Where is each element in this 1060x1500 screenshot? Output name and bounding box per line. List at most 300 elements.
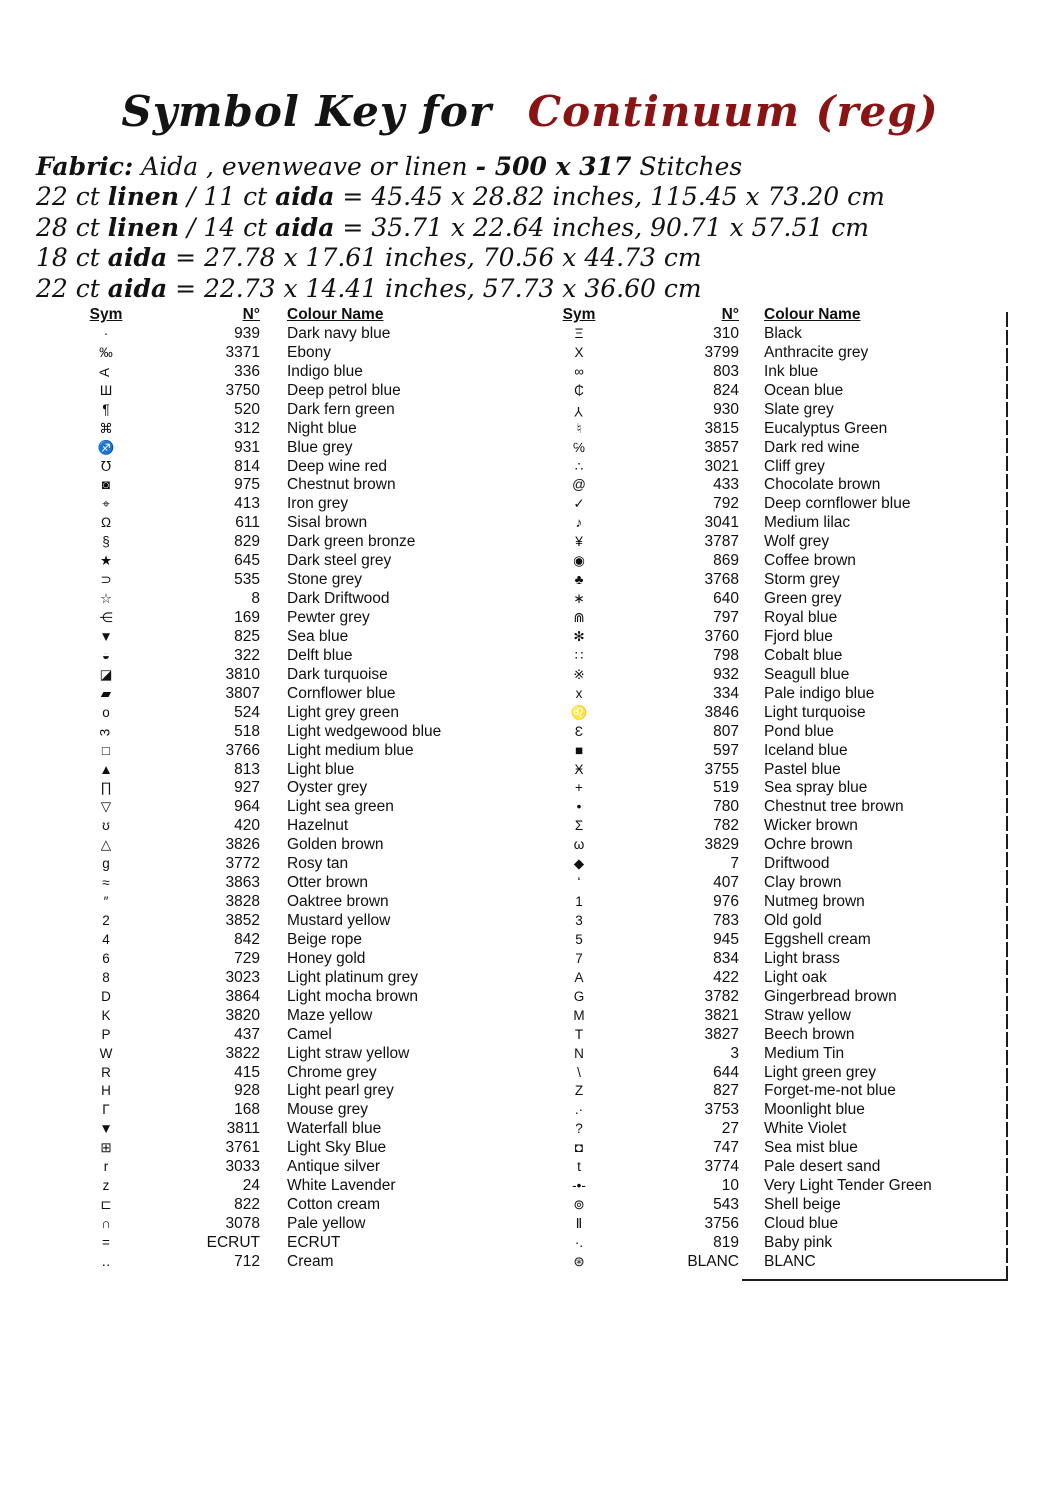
colour-name-cell: Wolf grey — [764, 533, 830, 551]
colour-name-cell: Moonlight blue — [764, 1101, 865, 1119]
colour-name-cell: Light pearl grey — [287, 1082, 394, 1100]
symbol-cell: 3 — [575, 913, 583, 928]
symbol-cell: Ω — [100, 515, 112, 531]
thread-number-cell: 27 — [721, 1120, 739, 1138]
symbol-cell: ♐ — [97, 439, 115, 455]
symbol-cell: ‰ — [99, 344, 113, 360]
symbol-cell: ∗ — [573, 591, 585, 607]
column-header-num: N° — [721, 306, 739, 323]
symbol-cell: ◪ — [99, 666, 113, 682]
thread-number-cell: 813 — [234, 760, 260, 778]
symbol-cell: ∷ — [574, 647, 584, 663]
colour-name-cell: Deep wine red — [287, 457, 387, 475]
thread-number-cell: 413 — [234, 495, 260, 513]
fabric-line-segment: linen — [107, 182, 180, 212]
colour-name-cell: White Violet — [764, 1120, 847, 1138]
symbol-cell: Ш — [99, 382, 113, 398]
thread-number-cell: 931 — [234, 438, 260, 456]
colour-name-cell: Beige rope — [287, 930, 362, 948]
symbol-cell: + — [575, 780, 583, 796]
symbol-cell: Σ — [574, 818, 584, 834]
symbol-cell: o — [102, 704, 110, 720]
fabric-line-segment: Aida , evenweave or linen — [133, 152, 476, 181]
colour-name-cell: Otter brown — [287, 874, 368, 892]
symbol-cell: ▲ — [99, 761, 113, 777]
fabric-line-segment: = 27.78 x 17.61 inches, 70.56 x 44.73 cm — [167, 243, 702, 273]
colour-name-cell: Black — [764, 324, 802, 342]
thread-number-cell: 729 — [234, 949, 260, 967]
title-pattern-name: Continuum (reg) — [527, 87, 939, 136]
thread-number-cell: 3799 — [704, 343, 739, 361]
fabric-line — [36, 213, 1040, 243]
colour-name-cell: Light straw yellow — [287, 1044, 410, 1062]
symbol-cell: Γ — [102, 1102, 110, 1118]
colour-name-cell: Light green grey — [764, 1063, 877, 1081]
thread-number-cell: 869 — [713, 552, 739, 570]
symbol-cell: ⊏ — [100, 1197, 112, 1213]
thread-number-cell: 930 — [713, 400, 739, 418]
table-right-border — [1006, 312, 1008, 1281]
symbol-cell: ✻ — [573, 628, 585, 644]
thread-number-cell: 597 — [713, 741, 739, 759]
symbol-cell: ◒ — [101, 647, 111, 663]
colour-name-cell: Dark turquoise — [287, 665, 388, 683]
thread-number-cell: 927 — [234, 779, 260, 797]
colour-name-cell: Light platinum grey — [287, 968, 418, 986]
colour-name-cell: Cotton cream — [287, 1196, 381, 1214]
table-bottom-border — [742, 1279, 1008, 1281]
colour-name-cell: Storm grey — [764, 571, 840, 589]
colour-name-cell: BLANC — [764, 1252, 816, 1270]
thread-number-cell: 10 — [721, 1177, 739, 1195]
colour-name-cell: Old gold — [764, 912, 822, 929]
fabric-line-segment: linen — [107, 212, 180, 242]
colour-name-cell: Cobalt blue — [764, 646, 843, 664]
colour-name-cell: Light grey green — [287, 703, 400, 721]
colour-name-cell: Cream — [287, 1252, 334, 1270]
symbol-cell: ⋒ — [573, 610, 585, 625]
symbol-cell: Z — [574, 1083, 584, 1099]
thread-number-cell: 807 — [713, 722, 739, 740]
symbol-cell — [60, 363, 152, 382]
symbol-cell: ◘ — [574, 1140, 584, 1156]
colour-name-cell: Chestnut brown — [287, 476, 396, 494]
symbol-cell: ⊛ — [573, 1253, 585, 1269]
symbol-cell: ¶ — [102, 401, 110, 417]
thread-number-cell: BLANC — [687, 1252, 739, 1270]
symbol-cell: ₵ — [574, 382, 584, 398]
colour-name-cell: Maze yellow — [287, 1006, 373, 1024]
thread-number-cell: 783 — [713, 912, 739, 929]
fabric-line-segment: 28 ct — [36, 212, 108, 242]
fabric-line-segment: 22 ct — [36, 273, 108, 303]
symbol-cell: R — [101, 1064, 111, 1080]
symbol-cell: @ — [572, 477, 586, 493]
symbol-cell: · — [103, 325, 109, 341]
colour-name-cell: Golden brown — [287, 836, 384, 854]
thread-number-cell: 168 — [234, 1101, 260, 1119]
symbol-cell: ♣ — [574, 572, 584, 588]
colour-name-cell: Medium Tin — [764, 1044, 845, 1062]
thread-number-cell: 312 — [234, 419, 260, 437]
symbol-glyph: 3 — [97, 728, 113, 736]
symbol-cell: t — [577, 1159, 581, 1175]
colour-name-cell: Iron grey — [287, 495, 349, 513]
colour-name-cell: Blue grey — [287, 438, 353, 456]
symbol-cell: △ — [100, 837, 112, 853]
colour-name-cell: Medium lilac — [764, 514, 851, 532]
colour-name-cell: Nutmeg brown — [764, 893, 865, 911]
thread-number-cell: 645 — [234, 552, 260, 570]
fabric-line-segment: aida — [107, 273, 168, 303]
thread-number-cell: 8 — [251, 590, 260, 608]
symbol-cell: ‥ — [101, 1253, 111, 1269]
colour-name-cell: Pale yellow — [287, 1215, 366, 1232]
symbol-cell: ω — [573, 837, 585, 853]
symbol-cell: ⊞ — [100, 1140, 112, 1156]
fabric-line-segment: aida — [107, 243, 168, 273]
thread-number-cell: 310 — [713, 324, 739, 342]
symbol-cell: .· — [574, 1102, 584, 1118]
thread-number-cell: 964 — [234, 798, 260, 816]
colour-name-cell: Dark green bronze — [287, 533, 416, 551]
colour-name-cell: Light mocha brown — [287, 987, 418, 1005]
colour-name-cell: Light wedgewood blue — [287, 722, 442, 740]
symbol-cell: ☆ — [99, 591, 113, 607]
colour-name-cell: Green grey — [764, 590, 842, 608]
symbol-cell: ◙ — [101, 477, 111, 493]
symbol-cell: • — [576, 799, 582, 815]
colour-name-cell: Seagull blue — [764, 665, 850, 683]
symbol-cell: 4 — [102, 931, 110, 947]
thread-number-cell: 524 — [234, 703, 260, 721]
thread-number-cell: 3787 — [704, 533, 739, 551]
symbol-cell: ∏ — [100, 780, 112, 796]
colour-name-cell: Chocolate brown — [764, 476, 881, 494]
symbol-cell: ⊃ — [100, 572, 112, 588]
colour-name-cell: Ocean blue — [764, 381, 844, 399]
symbol-cell: ℅ — [573, 439, 585, 455]
colour-name-cell: Cliff grey — [764, 457, 825, 475]
symbol-cell: ≈ — [102, 875, 110, 891]
symbol-cell: ◆ — [573, 856, 585, 872]
column-header-sym: Sym — [89, 306, 123, 323]
colour-name-cell: Pale indigo blue — [764, 684, 875, 702]
colour-name-cell: Fjord blue — [764, 627, 833, 645]
thread-number-cell: 797 — [713, 609, 739, 626]
colour-name-cell: Anthracite grey — [764, 343, 869, 361]
thread-number-cell: 407 — [713, 874, 739, 892]
symbol-cell: ✓ — [573, 496, 585, 512]
thread-number-cell: 3821 — [704, 1006, 739, 1024]
symbol-cell: 6 — [102, 950, 110, 966]
colour-name-cell: Coffee brown — [764, 552, 856, 570]
fabric-line — [36, 152, 1040, 182]
thread-number-cell: 798 — [713, 646, 739, 664]
thread-number-cell: 3822 — [225, 1044, 260, 1062]
colour-name-cell: Sea blue — [287, 627, 349, 645]
symbol-cell: ⋲ — [99, 610, 113, 625]
thread-number-cell: 822 — [234, 1196, 260, 1214]
colour-name-cell: Chestnut tree brown — [764, 798, 904, 816]
symbol-cell: ∞ — [574, 363, 584, 379]
colour-name-cell: Light medium blue — [287, 741, 414, 759]
symbol-cell: g — [102, 856, 110, 872]
thread-number-cell: 975 — [234, 476, 260, 494]
thread-number-cell: 644 — [713, 1063, 739, 1081]
thread-number-cell: 3820 — [225, 1006, 260, 1024]
colour-name-cell: Antique silver — [287, 1158, 381, 1176]
thread-number-cell: 932 — [713, 665, 739, 683]
colour-name-cell: Indigo blue — [287, 362, 363, 380]
colour-name-cell: Dark Driftwood — [287, 590, 390, 608]
thread-number-cell: 3826 — [225, 836, 260, 854]
colour-name-cell: Ochre brown — [764, 836, 853, 854]
symbol-cell: 7 — [575, 950, 583, 966]
thread-number-cell: 3023 — [225, 968, 260, 986]
thread-number-cell: 834 — [713, 949, 739, 967]
symbol-cell: ¥ — [575, 534, 583, 550]
colour-name-cell: Cornflower blue — [287, 684, 396, 702]
thread-number-cell: 3750 — [225, 381, 260, 399]
symbol-cell: ⌖ — [102, 496, 110, 512]
colour-name-cell: Ink blue — [764, 362, 819, 380]
colour-name-cell: Rosy tan — [287, 855, 349, 873]
colour-name-cell: Night blue — [287, 419, 357, 437]
thread-number-cell: 169 — [234, 609, 260, 626]
symbol-cell: G — [573, 988, 585, 1004]
symbol-cell: ⌘ — [99, 420, 113, 436]
thread-number-cell: 827 — [713, 1082, 739, 1100]
colour-name-cell: Forget-me-not blue — [764, 1082, 896, 1100]
colour-name-cell: Iceland blue — [764, 741, 848, 759]
column-header-name: Colour Name — [287, 306, 384, 323]
colour-name-cell: Sea spray blue — [764, 779, 868, 797]
symbol-cell: P — [101, 1026, 111, 1042]
thread-number-cell: 3774 — [704, 1158, 739, 1176]
symbol-glyph: A — [97, 367, 113, 377]
symbol-cell: W — [99, 1045, 113, 1061]
colour-name-cell: ECRUT — [287, 1233, 341, 1251]
symbol-cell: ℧ — [100, 458, 112, 474]
colour-name-cell: Cloud blue — [764, 1215, 839, 1232]
fabric-line-segment: / 11 ct — [179, 182, 276, 212]
thread-number-cell: 3807 — [225, 684, 260, 702]
thread-number-cell: 3768 — [704, 571, 739, 589]
colour-name-cell: Royal blue — [764, 609, 838, 626]
symbol-cell: ♪ — [575, 515, 583, 531]
thread-number-cell: 829 — [234, 533, 260, 551]
thread-number-cell: 3782 — [704, 987, 739, 1005]
colour-name-cell: Very Light Tender Green — [764, 1177, 932, 1195]
thread-number-cell: 3852 — [225, 912, 260, 929]
colour-name-cell: Deep petrol blue — [287, 381, 401, 399]
symbol-cell: = — [102, 1234, 110, 1250]
symbol-cell: ʊ — [102, 818, 110, 834]
thread-number-cell: 518 — [234, 722, 260, 740]
colour-name-cell: Oyster grey — [287, 779, 368, 797]
symbol-cell: T — [574, 1026, 584, 1042]
thread-number-cell: 611 — [235, 514, 260, 532]
colour-name-cell: Pale desert sand — [764, 1158, 881, 1176]
symbol-cell: 5 — [575, 931, 583, 947]
column-header-sym: Sym — [562, 306, 596, 323]
colour-name-cell: Wicker brown — [764, 817, 858, 835]
thread-number-cell: 712 — [234, 1252, 260, 1270]
symbol-cell: ⊚ — [573, 1197, 585, 1213]
colour-name-cell: Light blue — [287, 760, 355, 778]
thread-number-cell: 782 — [713, 817, 739, 835]
thread-number-cell: 3760 — [704, 627, 739, 645]
colour-name-cell: Deep cornflower blue — [764, 495, 911, 513]
colour-name-cell: Delft blue — [287, 646, 353, 664]
thread-number-cell: 24 — [242, 1177, 260, 1195]
thread-number-cell: 814 — [234, 457, 260, 475]
colour-name-cell: Oaktree brown — [287, 893, 389, 911]
symbol-cell: ·. — [574, 1234, 584, 1250]
colour-name-cell: Stone grey — [287, 571, 362, 589]
fabric-line — [36, 274, 1040, 304]
thread-number-cell: 3846 — [704, 703, 739, 721]
thread-number-cell: 519 — [713, 779, 739, 797]
symbol-cell: Ӿ — [574, 761, 584, 777]
thread-number-cell: 3810 — [225, 665, 260, 683]
thread-number-cell: 945 — [713, 930, 739, 948]
symbol-column-left — [60, 306, 532, 1272]
fabric-line-segment: Stitches — [631, 152, 743, 181]
symbol-cell: ∴ — [574, 458, 584, 474]
thread-number-cell: 3041 — [704, 514, 739, 532]
colour-name-cell: Beech brown — [764, 1025, 855, 1043]
colour-name-cell: Dark navy blue — [287, 324, 391, 342]
colour-name-cell: Slate grey — [764, 400, 834, 418]
thread-number-cell: 3021 — [704, 457, 739, 475]
fabric-line-segment: 22 ct — [36, 182, 108, 212]
symbol-cell: ★ — [99, 553, 113, 569]
thread-number-cell: 640 — [713, 590, 739, 608]
symbol-cell: r — [103, 1159, 109, 1175]
symbol-cell: A — [574, 969, 584, 985]
fabric-line — [36, 243, 1040, 273]
symbol-cell: -•- — [572, 1178, 586, 1194]
symbol-cell: X — [574, 344, 584, 360]
colour-name-cell: Shell beige — [764, 1196, 841, 1214]
fabric-line-segment: - 500 x 317 — [475, 152, 632, 181]
symbol-cell: H — [101, 1083, 111, 1099]
colour-name-cell: Hazelnut — [287, 817, 349, 835]
thread-number-cell: 7 — [730, 855, 739, 873]
thread-number-cell: 520 — [234, 400, 260, 418]
symbol-cell: \ — [577, 1064, 581, 1080]
thread-number-cell: 3828 — [225, 893, 260, 911]
colour-name-cell: Light turquoise — [764, 703, 866, 721]
page-title — [0, 88, 1060, 136]
thread-number-cell: 3857 — [704, 438, 739, 456]
symbol-cell: ♮ — [576, 420, 582, 436]
thread-number-cell: 928 — [234, 1082, 260, 1100]
column-header-num: N° — [242, 306, 260, 323]
colour-name-cell: Pewter grey — [287, 609, 370, 626]
column-header-name: Colour Name — [764, 306, 861, 323]
title-prefix: Symbol Key for — [121, 87, 493, 136]
thread-number-cell: 939 — [234, 324, 260, 342]
thread-number-cell: 3 — [730, 1044, 739, 1062]
symbol-cell: 1 — [575, 894, 583, 910]
thread-number-cell: 3753 — [704, 1101, 739, 1119]
symbol-cell: Ⅱ — [575, 1216, 583, 1231]
colour-name-cell: Camel — [287, 1025, 332, 1043]
thread-number-cell: 3756 — [704, 1215, 739, 1232]
symbol-cell: ※ — [573, 666, 585, 682]
colour-name-cell: Pastel blue — [764, 760, 841, 778]
thread-number-cell: 842 — [234, 930, 260, 948]
symbol-cell: N — [574, 1045, 584, 1061]
thread-number-cell: 825 — [234, 627, 260, 645]
symbol-cell: ″ — [103, 894, 109, 910]
symbol-cell: ♌ — [570, 704, 588, 720]
symbol-cell: ▼ — [99, 628, 113, 644]
colour-name-cell: Light sea green — [287, 798, 394, 816]
colour-name-cell: Dark steel grey — [287, 552, 392, 570]
colour-name-cell: Driftwood — [764, 855, 830, 873]
thread-number-cell: 3755 — [704, 760, 739, 778]
thread-number-cell: 3815 — [704, 419, 739, 437]
colour-name-cell: Dark fern green — [287, 400, 395, 418]
colour-name-cell: Baby pink — [764, 1233, 833, 1251]
colour-name-cell: Eggshell cream — [764, 930, 871, 948]
colour-name-cell: Chrome grey — [287, 1063, 377, 1081]
thread-number-cell: 3371 — [225, 343, 260, 361]
symbol-cell: ▼ — [99, 1121, 113, 1137]
thread-number-cell: 543 — [713, 1196, 739, 1214]
symbol-cell: Ξ — [574, 325, 584, 341]
colour-name-cell: Clay brown — [764, 874, 842, 892]
thread-number-cell: 336 — [234, 362, 260, 380]
colour-name-cell: White Lavender — [287, 1177, 396, 1195]
thread-number-cell: 422 — [713, 968, 739, 986]
thread-number-cell: 415 — [234, 1063, 260, 1081]
thread-number-cell: 3827 — [704, 1025, 739, 1043]
colour-name-cell: Ebony — [287, 343, 331, 361]
colour-name-cell: Waterfall blue — [287, 1120, 382, 1138]
fabric-line-segment: 18 ct — [36, 243, 108, 273]
colour-name-cell: Sisal brown — [287, 514, 368, 532]
thread-number-cell: 3761 — [225, 1139, 260, 1157]
colour-name-cell: Light oak — [764, 968, 827, 986]
colour-name-cell: Sea mist blue — [764, 1139, 858, 1157]
fabric-info — [36, 152, 1040, 304]
symbol-cell — [60, 723, 152, 742]
fabric-line-segment: / 14 ct — [179, 212, 276, 242]
symbol-cell: M — [573, 1007, 585, 1023]
symbol-column-right — [540, 306, 991, 1272]
colour-name-cell: Light Sky Blue — [287, 1139, 387, 1157]
symbol-cell: ◉ — [573, 553, 585, 569]
thread-number-cell: 3033 — [225, 1158, 260, 1176]
thread-number-cell: 322 — [234, 646, 260, 664]
thread-number-cell: 334 — [713, 684, 739, 702]
thread-number-cell: 824 — [713, 381, 739, 399]
colour-name-cell: Mouse grey — [287, 1101, 368, 1119]
colour-name-cell: Mustard yellow — [287, 912, 391, 929]
colour-name-cell: Straw yellow — [764, 1006, 851, 1024]
symbol-cell: □ — [101, 742, 111, 758]
thread-number-cell: 3864 — [225, 987, 260, 1005]
symbol-cell — [540, 401, 618, 420]
colour-name-cell: Pond blue — [764, 722, 834, 740]
colour-name-cell: Dark red wine — [764, 438, 860, 456]
thread-number-cell: 3811 — [226, 1120, 260, 1138]
